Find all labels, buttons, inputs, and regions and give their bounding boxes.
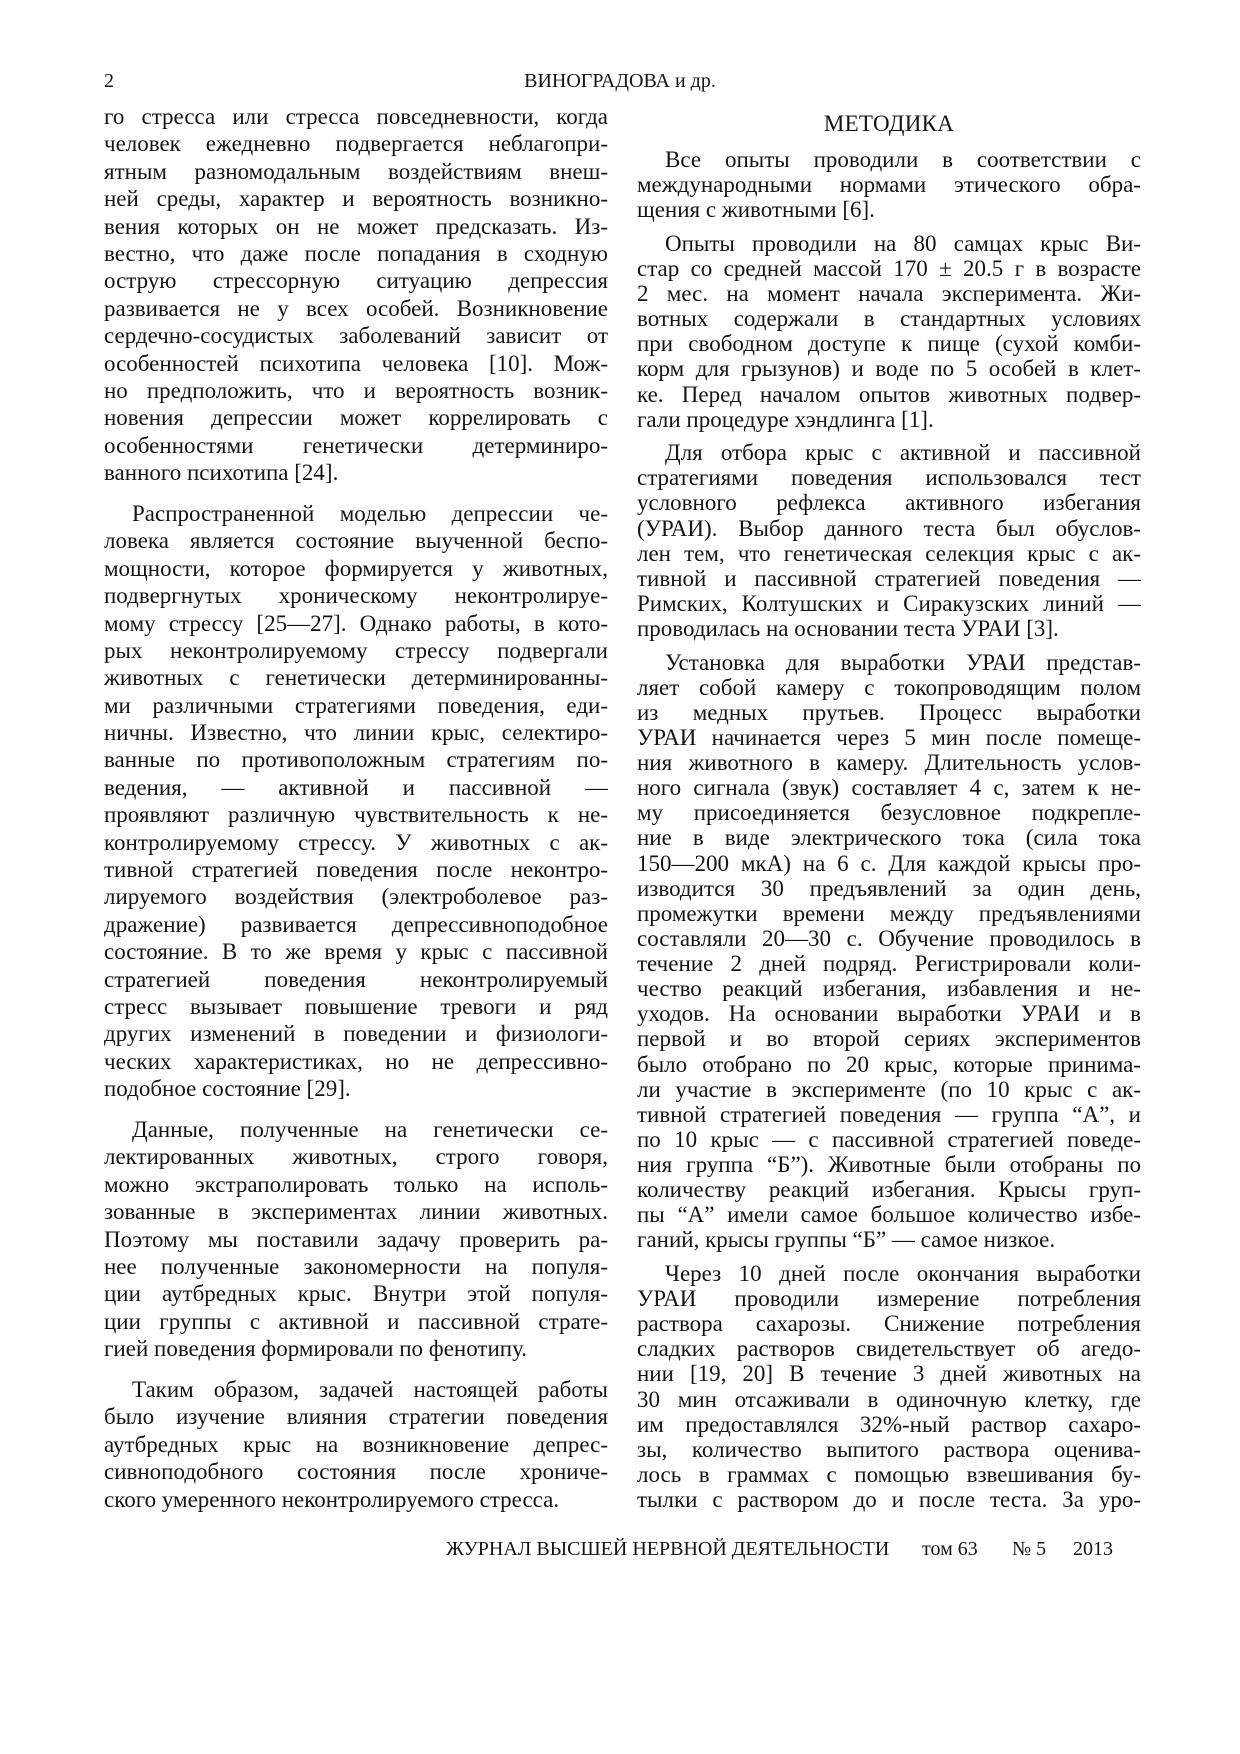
text-line: Для отбора крыс с активной и пассивной [665,440,1141,466]
text-line: особенностями генетически детерминиро- [104,432,608,458]
text-line: лируемого воздействия (электроболевое раз- [104,884,608,910]
running-title: ВИНОГРАДОВА и др. [524,70,716,92]
journal-issue: № 5 [1012,1538,1047,1560]
text-line: мощности, которое формируется у животных, [104,555,608,581]
text-line: Таким образом, задачей настоящей работы [132,1377,608,1403]
text-line: гией поведения формировали по фенотипу. [104,1336,528,1362]
text-line: гали процедуре хэндлинга [1]. [637,406,934,432]
text-line: ванного психотипа [24]. [104,460,339,486]
text-line: 30 мин отсаживали в одиночную клетку, где [637,1386,1141,1412]
text-line: Опыты проводили на 80 самцах крыс Ви- [665,230,1141,256]
text-line: (УРАИ). Выбор данного теста был обуслов- [637,515,1141,541]
text-line: Установка для выработки УРАИ представ- [665,649,1141,675]
text-line: Поэтому мы поставили задачу проверить ра- [104,1226,608,1252]
text-line: пы “А” имели самое большое количество избе- [637,1202,1141,1228]
text-line: ляет собой камеру с токопроводящим полом [637,674,1141,700]
text-line: международными нормами этического обра- [637,172,1141,198]
text-line: ке. Перед началом опытов животных подвер- [637,381,1141,407]
text-line: острую стрессорную ситуацию депрессия [104,268,608,294]
text-line: рых неконтролируемому стрессу подвергали [104,637,608,663]
text-line: из медных прутьев. Процесс выработки [637,699,1141,725]
left-column [104,103,608,1527]
text-line: го стресса или стресса повседневности, когда [104,104,608,129]
section-heading: МЕТОДИКА [823,111,955,136]
text-line: Через 10 дней после окончания выработки [665,1260,1141,1286]
text-line: нии [19, 20] В течение 3 дней животных на [637,1361,1141,1387]
text-line: человек ежедневно подвергается неблагопри- [104,131,608,157]
right-column [637,111,1141,1521]
paragraph [637,147,1141,222]
text-line: дражение) развивается депрессивноподобное [104,911,608,937]
paragraph [104,103,608,486]
text-line: других изменений в поведении и физиологи- [104,1021,608,1047]
text-line: контролируемому стрессу. У животных с ак- [104,829,608,855]
text-line: течение 2 дней подряд. Регистрировали коли- [637,951,1141,977]
text-line: промежутки времени между предъявлениями [637,900,1141,926]
text-line: ванные по противоположным стратегиям по- [104,747,608,773]
text-line: условного рефлекса активного избегания [637,490,1141,516]
paragraph [104,1376,608,1513]
text-line: проводилась на основании теста УРАИ [3]. [637,616,1059,642]
text-line: особенностей психотипа человека [10]. Мож- [104,350,608,376]
text-line: подобное состояние [29]. [104,1076,351,1102]
text-line: тивной стратегией поведения после неконтро- [104,857,608,883]
text-line: зованные в экспериментах линии животных. [104,1199,608,1225]
text-line: ческих характеристиках, но не депрессивно- [104,1048,608,1074]
journal-title: ЖУРНАЛ ВЫСШЕЙ НЕРВНОЙ ДЕЯТЕЛЬНОСТИ [446,1538,890,1560]
text-line: му присоединяется безусловное подкрепле- [637,800,1141,826]
text-line: ятным разномодальным воздействиям внеш- [104,158,608,184]
text-line: стратегиями поведения использовался тест [637,465,1141,491]
paragraph [104,500,608,1103]
text-line: ции группы с активной и пассивной страте- [104,1308,608,1334]
text-line: зы, количество выпитого раствора оценива- [637,1436,1141,1462]
text-line: лось в граммах с помощью взвешивания бу- [637,1461,1141,1487]
text-line: чество реакций избегания, избавления и не- [637,976,1141,1002]
text-line: 150—200 мкА) на 6 с. Для каждой крысы про- [637,850,1141,876]
text-line: раствора сахарозы. Снижение потребления [637,1311,1141,1337]
text-line: им предоставлялся 32%-ный раствор сахаро- [637,1411,1141,1437]
text-line: нее полученные закономерности на популя- [104,1254,608,1280]
text-line: количеству реакций избегания. Крысы груп- [637,1177,1141,1203]
text-line: стратегией поведения неконтролируемый [104,966,608,992]
text-line: Римских, Колтушских и Сиракузских линий — [637,590,1141,616]
text-line: УРАИ проводили измерение потребления [637,1286,1141,1312]
text-line: тылки с раствором до и после теста. За уро- [637,1487,1141,1513]
text-line: корм для грызунов) и воде по 5 особей в клет- [637,356,1141,382]
text-line: сладких растворов свидетельствует об агедо- [637,1336,1141,1362]
text-line: вения которых он не может предсказать. Из- [104,213,608,239]
text-line: ведения, — активной и пассивной — [104,774,608,800]
text-line: тивной стратегией поведения — группа “А”, и [637,1101,1141,1127]
text-line: первой и во второй сериях экспериментов [637,1026,1141,1052]
text-line: 2 мес. на момент начала эксперимента. Жи- [637,281,1141,307]
right-column-body [637,147,1141,1512]
text-line: ней среды, характер и вероятность возникно- [104,186,608,212]
text-line: можно экстраполировать только на исполь- [104,1171,608,1197]
paragraph [637,440,1141,641]
text-line: ми различными стратегиями поведения, еди- [104,692,608,718]
text-line: подвергнутых хроническому неконтролируе- [104,583,608,609]
text-line: стресс вызывает повышение тревоги и ряд [104,994,608,1019]
text-line: ли участие в эксперименте (по 10 крыс с ак- [637,1076,1141,1102]
text-line: животных с генетически детерминированны- [104,665,608,691]
text-line: состояние. В то же время у крыс с пассивной [104,939,608,965]
paragraph [637,231,1141,432]
text-line: ного сигнала (звук) составляет 4 с, затем к не- [637,775,1141,801]
text-line: новения депрессии может коррелировать с [104,405,608,431]
text-line: вотных содержали в стандартных условиях [637,306,1141,332]
journal-volume: том 63 [922,1538,978,1560]
text-line: стар со средней массой 170 ± 20.5 г в возрасте [637,255,1141,281]
text-line: мому стрессу [25—27]. Однако работы, в кото- [104,610,608,636]
text-line: ции аутбредных крыс. Внутри этой популя- [104,1281,608,1307]
text-line: Данные, полученные на генетически се- [132,1117,608,1143]
text-line: ловека является состояние выученной беспо- [104,528,608,554]
paragraph [637,650,1141,1253]
text-line: составляли 20—30 с. Обучение проводилось в [637,925,1141,951]
text-line: по 10 крыс — с пассивной стратегией поведе- [637,1126,1141,1152]
text-line: было отобрано по 20 крыс, которые принима- [637,1051,1141,1077]
text-line: аутбредных крыс на возникновение депрес- [104,1431,608,1457]
journal-year: 2013 [1073,1538,1113,1560]
text-line: лен тем, что генетическая селекция крыс с ак- [637,540,1141,566]
text-line: сердечно-сосудистых заболеваний зависит от [104,323,608,349]
text-line: тивной и пассивной стратегией поведения — [637,565,1141,591]
text-line: проявляют различную чувствительность к не- [104,802,608,828]
text-line: ние в виде электрического тока (сила тока [637,825,1141,851]
paragraph [637,1261,1141,1512]
text-line: уходов. На основании выработки УРАИ и в [637,1001,1141,1027]
text-line: УРАИ начинается через 5 мин после помеще- [637,724,1141,750]
text-line: ничны. Известно, что линии крыс, селектиро- [104,720,608,746]
text-line: щения с животными [6]. [637,197,875,223]
paragraph [104,1116,608,1363]
text-line: ганий, крысы группы “Б” — самое низкое. [637,1227,1056,1253]
text-line: изводится 30 предъявлений за один день, [637,875,1141,901]
text-line: Все опыты проводили в соответствии с [665,147,1141,172]
text-line: вестно, что даже после попадания в сходную [104,240,608,266]
text-line: Распространенной моделью депрессии че- [132,500,608,526]
text-line: при свободном доступе к пище (сухой комби- [637,331,1141,357]
text-line: развивается не у всех особей. Возникновение [104,295,608,321]
text-line: ния группа “Б”). Животные были отобраны по [637,1152,1141,1178]
page-number: 2 [104,70,114,92]
text-line: было изучение влияния стратегии поведения [104,1404,608,1430]
text-line: сивноподобного состояния после хрониче- [104,1459,608,1485]
text-line: ского умеренного неконтролируемого стресса. [104,1486,560,1512]
text-line: лектированных животных, строго говоря, [104,1144,608,1170]
text-line: но предположить, что и вероятность возник- [104,377,608,403]
text-line: ния животного в камеру. Длительность услов- [637,750,1141,776]
